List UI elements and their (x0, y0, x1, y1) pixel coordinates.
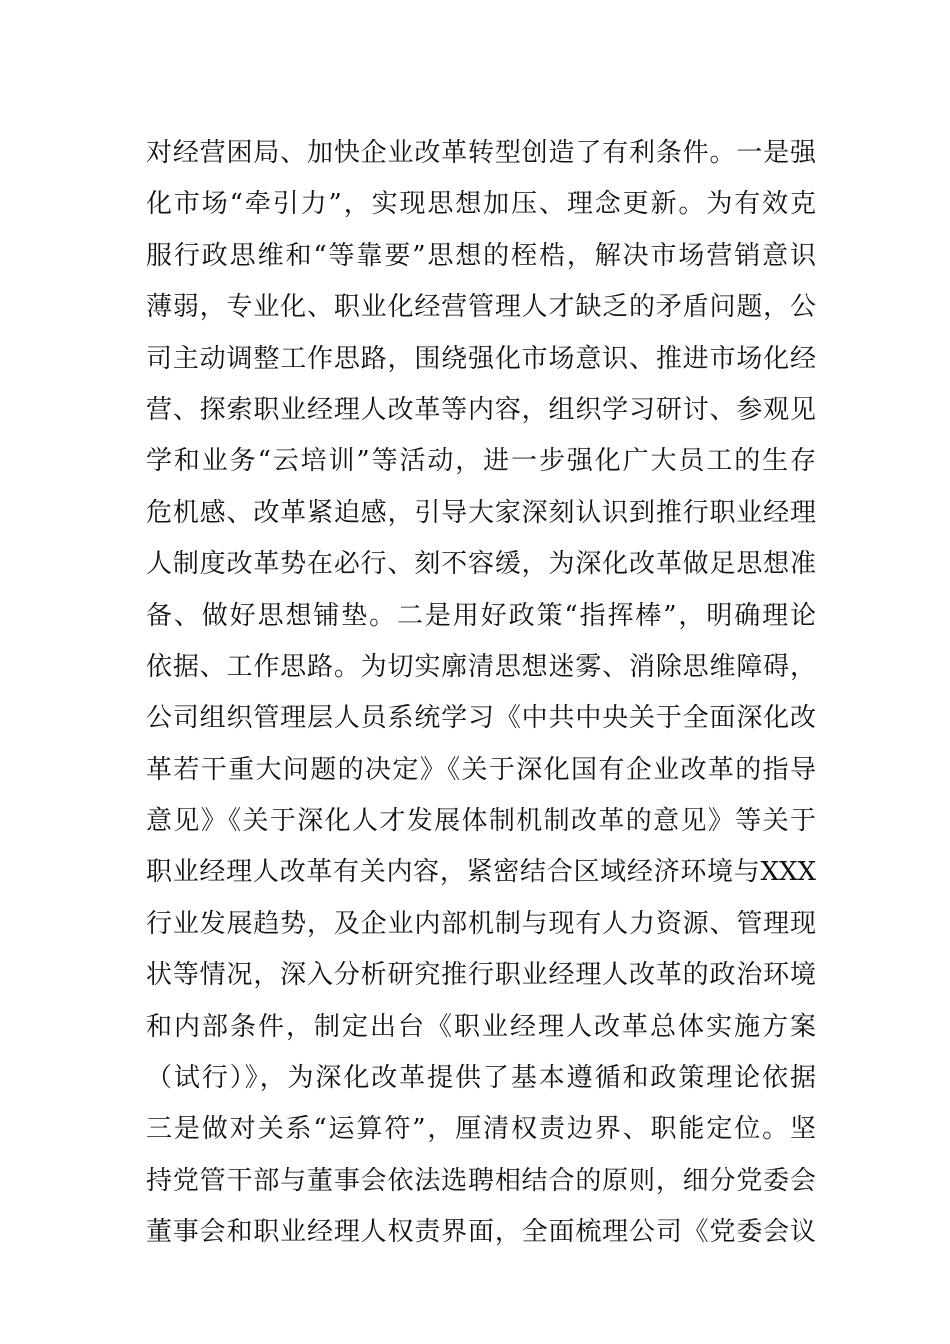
text-line-16: 行业发展趋势，及企业内部机制与现有人力资源、管理现 (146, 908, 816, 939)
text-line-4: 薄弱，专业化、职业化经营管理人才缺乏的矛盾问题，公 (146, 292, 816, 323)
text-line-1: 对经营困局、加快企业改革转型创造了有利条件。一是强 (146, 138, 816, 168)
text-line-6: 营、探索职业经理人改革等内容，组织学习研讨、参观见 (146, 394, 816, 425)
text-line-3: 服行政思维和“等靠要”思想的桎梏，解决市场营销意识 (146, 240, 816, 271)
text-line-11: 依据、工作思路。为切实廓清思想迷雾、消除思维障碍， (146, 651, 816, 682)
text-line-20: 三是做对关系“运算符”，厘清权责边界、职能定位。坚 (146, 1114, 816, 1145)
text-line-15: 职业经理人改革有关内容，紧密结合区域经济环境与XXX (146, 857, 816, 888)
text-line-12: 公司组织管理层人员系统学习《中共中央关于全面深化改 (146, 703, 816, 734)
text-line-7: 学和业务“云培训”等活动，进一步强化广大员工的生存 (146, 446, 816, 477)
text-line-18: 和内部条件，制定出台《职业经理人改革总体实施方案 (146, 1011, 816, 1042)
text-line-2: 化市场“牵引力”，实现思想加压、理念更新。为有效克 (146, 189, 816, 220)
text-line-22: 董事会和职业经理人权责界面，全面梳理公司《党委会议 (146, 1217, 816, 1248)
text-line-21: 持党管干部与董事会依法选聘相结合的原则，细分党委会 (146, 1165, 816, 1196)
text-line-10: 备、做好思想铺垫。二是用好政策“指挥棒”，明确理论 (146, 600, 816, 631)
text-line-8: 危机感、改革紧迫感，引导大家深刻认识到推行职业经理 (146, 497, 816, 528)
text-line-14: 意见》《关于深化人才发展体制机制改革的意见》等关于 (146, 806, 816, 837)
text-line-17: 状等情况，深入分析研究推行职业经理人改革的政治环境 (146, 960, 816, 991)
text-line-5: 司主动调整工作思路，围绕强化市场意识、推进市场化经 (146, 343, 816, 374)
text-line-19: （试行）》，为深化改革提供了基本遵循和政策理论依据 (146, 1063, 816, 1094)
text-line-13: 革若干重大问题的决定》《关于深化国有企业改革的指导 (146, 754, 816, 785)
text-line-9: 人制度改革势在必行、刻不容缓，为深化改革做足思想准 (146, 549, 816, 580)
body-text (146, 128, 816, 1259)
